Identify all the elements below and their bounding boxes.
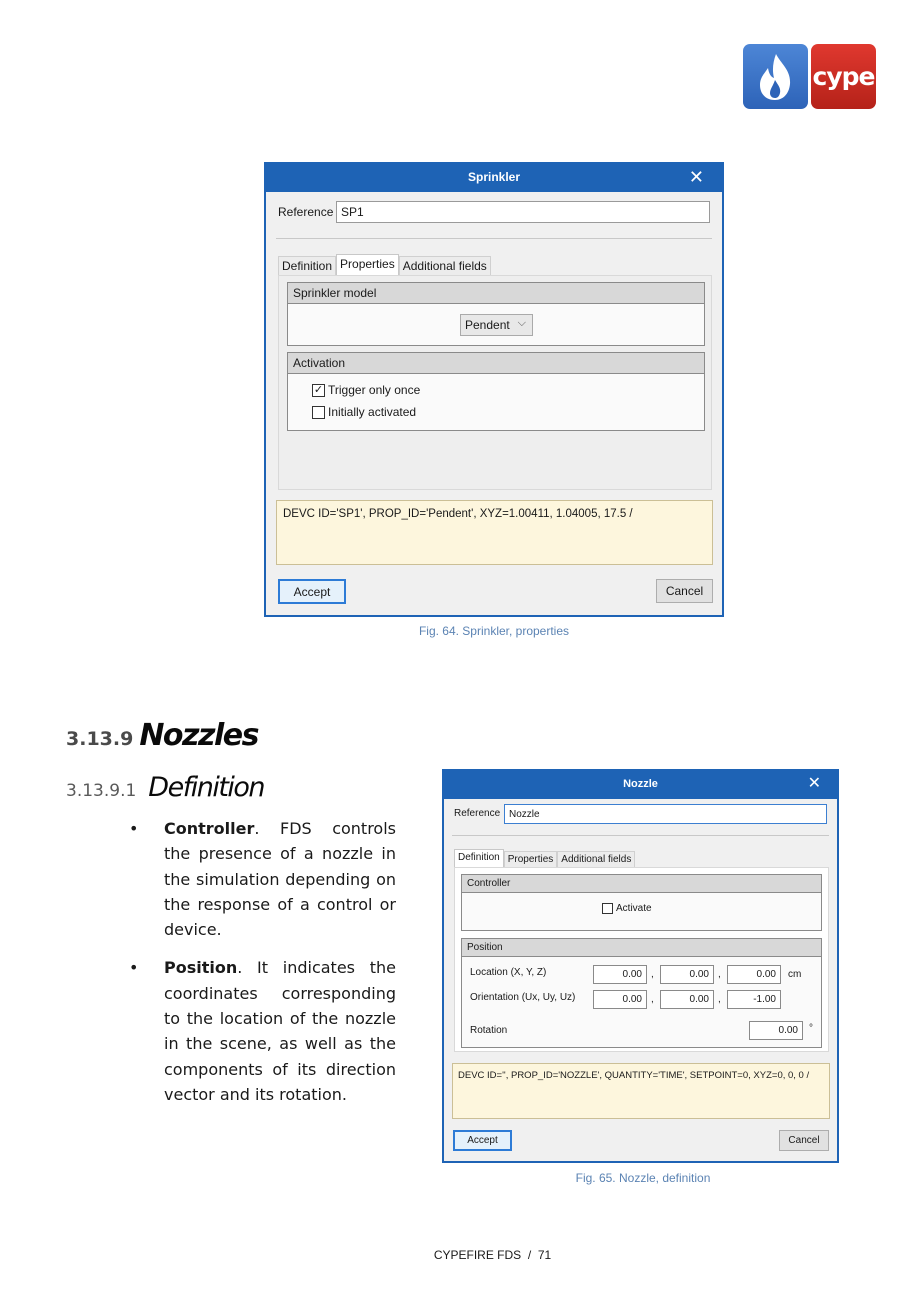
initially-activated-checkbox[interactable]	[312, 405, 416, 419]
separator: ,	[718, 969, 721, 980]
bullet-list	[128, 816, 396, 1120]
reference-label: Reference	[454, 808, 501, 819]
bullet-term: Controller	[164, 819, 255, 838]
reference-input[interactable]: Nozzle	[504, 804, 827, 824]
bullet-icon: •	[129, 958, 139, 978]
figure-caption: Fig. 65. Nozzle, definition	[575, 1171, 711, 1185]
group-header: Sprinkler model	[288, 283, 704, 304]
separator: ,	[718, 994, 721, 1005]
cancel-button[interactable]: Cancel	[779, 1130, 829, 1151]
divider	[452, 835, 829, 836]
orientation-uy-field[interactable]: 0.00	[660, 990, 714, 1009]
flame-icon	[743, 44, 808, 109]
sprinkler-model-group	[287, 282, 705, 346]
dialog-titlebar	[266, 162, 722, 192]
nozzle-dialog	[442, 769, 839, 1163]
subsection-heading	[66, 772, 264, 803]
dialog-title: Nozzle	[623, 778, 658, 790]
rotation-field[interactable]: 0.00	[749, 1021, 803, 1040]
figure-caption: Fig. 64. Sprinkler, properties	[418, 624, 570, 638]
checkbox-label: Initially activated	[328, 405, 417, 419]
accept-button[interactable]: Accept	[453, 1130, 512, 1151]
bullet-text: . FDS controls the presence of a nozzle in the simulation depending on the response of a control or device.	[164, 819, 396, 940]
trigger-only-once-checkbox[interactable]	[312, 383, 420, 397]
checkbox-unchecked-icon	[602, 903, 613, 914]
tab-properties[interactable]: Properties	[336, 254, 399, 275]
controller-group	[461, 874, 822, 931]
tab-strip	[278, 256, 491, 277]
separator: ,	[651, 994, 654, 1005]
orientation-label: Orientation (Ux, Uy, Uz)	[470, 992, 576, 1003]
cancel-button[interactable]: Cancel	[656, 579, 713, 603]
activation-group	[287, 352, 705, 431]
close-icon[interactable]: ✕	[688, 167, 704, 187]
tab-panel	[278, 275, 712, 490]
checkbox-label: Trigger only once	[328, 383, 421, 397]
dialog-body	[444, 799, 837, 1161]
cype-logo	[743, 44, 876, 110]
checkbox-label: Activate	[616, 903, 652, 914]
fds-code-preview: DEVC ID='', PROP_ID='NOZZLE', QUANTITY='TIME', SETPOINT=0, XYZ=0, 0, 0 /	[452, 1063, 830, 1119]
dialog-title: Sprinkler	[467, 170, 521, 184]
rotation-label: Rotation	[470, 1025, 508, 1036]
tab-definition[interactable]: Definition	[278, 256, 336, 277]
close-icon[interactable]: ✕	[807, 775, 821, 792]
tab-additional-fields[interactable]: Additional fields	[557, 851, 635, 869]
bullet-term: Position	[164, 958, 238, 978]
group-header: Activation	[288, 353, 704, 374]
chevron-down-icon: ⌵	[517, 317, 526, 329]
reference-input[interactable]: SP1	[336, 201, 710, 223]
tab-definition[interactable]: Definition	[454, 849, 504, 867]
location-label: Location (X, Y, Z)	[470, 967, 547, 978]
subsection-number: 3.13.9.1	[66, 781, 137, 801]
section-heading	[66, 718, 258, 753]
page-footer: CYPEFIRE FDS / 71	[433, 1248, 552, 1262]
tab-panel	[454, 867, 829, 1052]
dialog-body	[266, 192, 722, 615]
location-y-field[interactable]: 0.00	[660, 965, 714, 984]
bullet-text: . It indicates the coordinates corresponding to the location of the nozzle in the scene, as well as the components of its direction vector and its rotation.	[164, 958, 396, 1104]
rotation-unit: °	[809, 1023, 813, 1034]
tab-additional-fields[interactable]: Additional fields	[399, 256, 491, 277]
orientation-uz-field[interactable]: -1.00	[727, 990, 781, 1009]
brand-wordmark: cype	[811, 44, 876, 109]
fds-code-preview: DEVC ID='SP1', PROP_ID='Pendent', XYZ=1.00411, 1.04005, 17.5 /	[276, 500, 713, 565]
section-title: Nozzles	[139, 718, 258, 753]
group-header: Controller	[462, 875, 821, 893]
select-value: Pendent	[465, 318, 510, 332]
separator: ,	[651, 969, 654, 980]
location-unit: cm	[788, 969, 802, 980]
location-z-field[interactable]: 0.00	[727, 965, 781, 984]
tab-properties[interactable]: Properties	[504, 851, 558, 869]
checkbox-checked-icon: ✓	[313, 383, 324, 396]
sprinkler-model-select[interactable]	[460, 314, 533, 336]
section-number: 3.13.9	[66, 728, 134, 750]
orientation-ux-field[interactable]: 0.00	[593, 990, 647, 1009]
sprinkler-dialog	[264, 162, 724, 617]
dialog-titlebar	[444, 769, 837, 799]
list-item	[128, 816, 396, 942]
accept-button[interactable]: Accept	[278, 579, 346, 604]
reference-label: Reference	[278, 205, 334, 219]
bullet-icon: •	[129, 819, 139, 838]
subsection-title: Definition	[148, 772, 265, 803]
activate-checkbox[interactable]	[602, 903, 652, 914]
list-item	[128, 955, 396, 1107]
checkbox-unchecked-icon	[312, 406, 325, 419]
location-x-field[interactable]: 0.00	[593, 965, 647, 984]
group-header: Position	[462, 939, 821, 957]
position-group	[461, 938, 822, 1048]
divider	[276, 238, 712, 239]
